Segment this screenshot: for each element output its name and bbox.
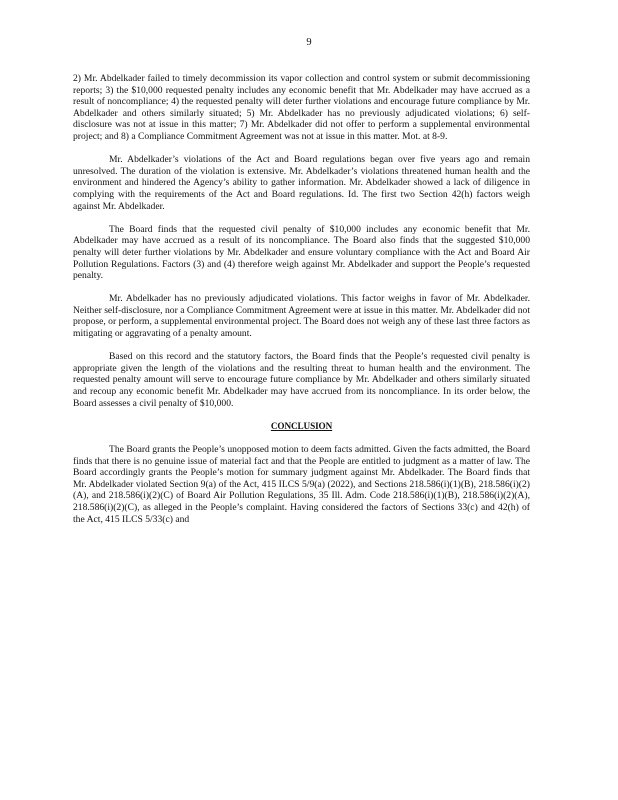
page-number: 9 [306, 37, 312, 48]
paragraph-5: Based on this record and the statutory factors, the Board finds that the People’s requested civil penalty is appropriate given the length of the violations and the resulting threat to human health and the environment. The requested penalty amount will serve to encourage future compliance by Mr. Abdelkader and others similarly situated and recoup any economic benefit Mr. Abdelkader may have accrued from its noncompliance. In its order below, the Board assesses a civil penalty of $10,000. [73, 351, 530, 409]
paragraph-4: Mr. Abdelkader has no previously adjudicated violations. This factor weighs in favor of Mr. Abdelkader. Neither self-disclosure, nor a Compliance Commitment Agreement were at issue in this matter. Mr. Abdelkader did not propose, or perform, a supplemental environmental project. The Board does not weigh any of these last three factors as mitigating or aggravating of a penalty amount. [73, 293, 530, 340]
paragraph-3: The Board finds that the requested civil penalty of $10,000 includes any economic benefit that Mr. Abdelkader may have accrued as a result of its noncompliance. The Board also finds that the suggested $10,000 penalty will deter further violations by Mr. Abdelkader and ensure voluntary compliance with the Act and Board Air Pollution Regulations. Factors (3) and (4) therefore weigh against Mr. Abdelkader and support the People’s requested penalty. [73, 223, 530, 282]
conclusion-heading: CONCLUSION [270, 420, 333, 431]
conclusion-paragraph: The Board grants the People’s unopposed motion to deem facts admitted. Given the facts admitted, the Board finds that there is no genuine issue of material fact and that the People are entitled to judgment as a matter of law. The Board accordingly grants the People’s motion for summary judgment against Mr. Abdelkader. The Board finds that Mr. Abdelkader violated Section 9(a) of the Act, 415 ILCS 5/9(a) (2022), and Sections 218.586(i)(1)(B), 218.586(i)(2)(A), and 218.586(i)(2)(C) of Board Air Pollution Regulations, 35 Ill. Adm. Code 218.586(i)(1)(B), 218.586(i)(2)(A), 218.586(i)(2)(C), as alleged in the People’s complaint. Having considered the factors of Sections 33(c) and 42(h) of the Act, 415 ILCS 5/33(c) and [73, 444, 530, 525]
paragraph-2: Mr. Abdelkader’s violations of the Act and Board regulations began over five years ago and remain unresolved. The duration of the violation is extensive. Mr. Abdelkader’s violations threatened human health and the environment and hindered the Agency’s ability to gather information. Mr. Abdelkader showed a lack of diligence in complying with the requirements of the Act and Board regulations. Id. The first two Section 42(h) factors weigh against Mr. Abdelkader. [73, 154, 530, 212]
paragraph-1: 2) Mr. Abdelkader failed to timely decommission its vapor collection and control system or submit decommissioning reports; 3) the $10,000 requested penalty includes any economic benefit that Mr. Abdelkader may have accrued as a result of noncompliance; 4) the requested penalty will deter further violations and encourage future compliance by Mr. Abdelkader and others similarly situated; 5) Mr. Abdelkader has no previously adjudicated violations; 6) self-disclosure was not at issue in this matter; 7) Mr. Abdelkader did not offer to perform a supplemental environmental project; and 8) a Compliance Commitment Agreement was not at issue in this matter. Mot. at 8-9. [73, 73, 530, 142]
document-body [73, 73, 530, 525]
